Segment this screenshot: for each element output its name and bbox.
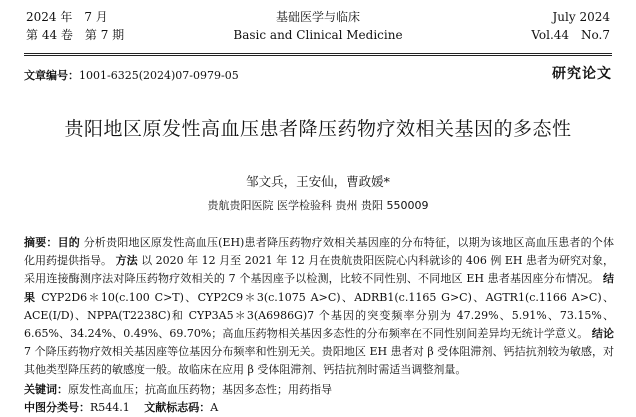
objective-label: 目的 [57,236,81,249]
header-divider-top [24,53,612,54]
classification-label: 中图分类号： [24,401,90,414]
results-label: 结果 [24,272,614,304]
article-number [24,67,239,83]
conclusion-label: 结论 [591,327,615,341]
keywords-label: 关键词： [24,383,68,396]
doc-code-value: A [210,401,219,414]
results-text: CYP2D6＊10(c.100 C>T)、CYP2C9＊3(c.1075 A>C)、ADRB1(c.1165 G>C)、AGTR1(c.1166 A>C)、ACE(I/D)、NPPA(T2238C)和 CYP3A5＊3(A6986G)7 个基因的突变频率分别为 47.29%、5.91%、73.15%、6.65%、34.24%、0.49%、69.70%；高血压药物相关基因多态性的分布频率在不同性别间差异均无统计学意义。 [24,290,614,341]
article-type: 研究论文 [552,66,612,82]
article-number-label: 文章编号： [24,69,79,82]
abstract-label: 摘要： [24,236,58,249]
classification [24,399,614,417]
conclusion-text: 7 个降压药物疗效相关基因座等位基因分布频率和性别无关。贵阳地区 EH 患者对 β 受体阻滞剂、钙拮抗剂较为敏感，对其他类型降压药的敏感度一般。故临床在应用 β 受体阻滞剂、钙拮抗剂时需适当调整剂量。 [24,345,614,377]
volume-issue-en: Vol.44 No.7 [531,28,610,42]
classification-value: R544.1 [90,401,130,414]
keywords-text: 原发性高血压；抗高血压药物；基因多态性；用药指导 [68,383,332,396]
methods-text: 以 2020 年 12 月至 2021 年 12 月在贵航贵阳医院心内科就诊的 406 例 EH 患者为研究对象，采用连接酶测序法对降压药物疗效相关的 7 个基因座予以检测，比较不同性别、不同地区 EH 患者基因座分布情况。 [24,254,615,286]
journal-name-cn: 基础医学与临床 [275,10,360,24]
journal-date-volume-en [531,8,610,44]
issue-date: 2024 年 7 月 [26,10,108,24]
paper-title: 贵阳地区原发性高血压患者降压药物疗效相关基因的多态性 [64,118,572,140]
doc-code-label: 文献标志码： [144,401,211,414]
methods-label: 方法 [115,254,138,268]
affiliation: 贵航贵阳医院 医学检验科 贵州 贵阳 550009 [207,199,429,212]
volume-issue-cn: 第 44 卷 第 7 期 [26,28,125,42]
article-number-value: 1001-6325(2024)07-0979-05 [79,69,239,82]
authors: 邹文兵，王安仙，曹政媛* [246,174,390,189]
issue-date-en: July 2024 [552,10,610,24]
objective-text: 分析贵阳地区原发性高血压(EH)患者降压药物疗效相关基因座的分布特征，以期为该地区高血压患者的个体化用药提供指导。 [24,236,615,268]
header-divider-bottom [24,55,612,56]
keywords [24,381,614,399]
journal-name-en: Basic and Clinical Medicine [233,28,403,42]
abstract [24,234,614,380]
